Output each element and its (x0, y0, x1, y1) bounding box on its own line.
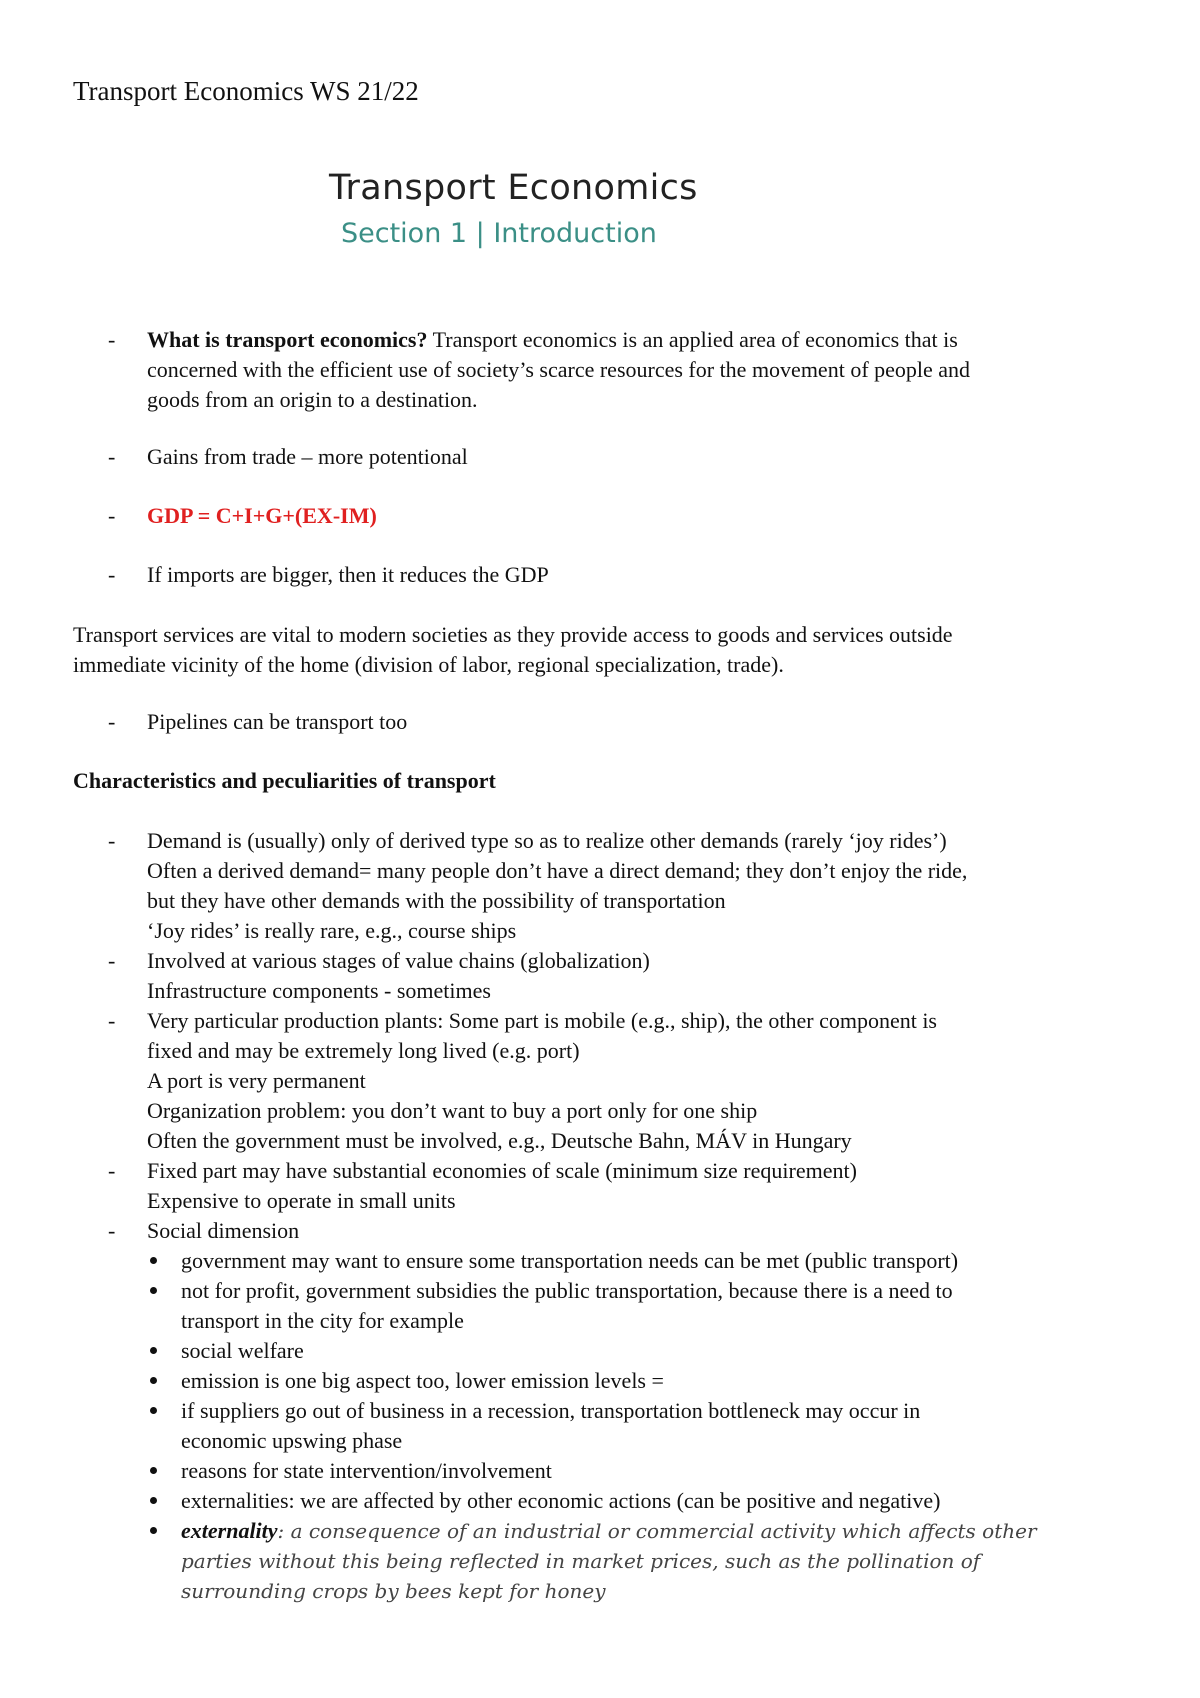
question-text: Transport economics is an applied area of economics that is (432, 327, 958, 352)
slide-subtitle: Section 1 | Introduction (341, 218, 657, 249)
list-dash: - (108, 444, 116, 469)
section-heading: Characteristics and peculiarities of transport (73, 768, 496, 793)
list-item: Very particular production plants: Some part is mobile (e.g., ship), the other component is (147, 1008, 937, 1033)
list-dash: - (108, 562, 116, 587)
sub-list-item: externalities: we are affected by other economic actions (can be positive and negative) (181, 1488, 941, 1513)
externality-term: externality (181, 1518, 278, 1543)
sub-list-item: emission is one big aspect too, lower emission levels = (181, 1368, 664, 1393)
gdp-formula: GDP = C+I+G+(EX-IM) (147, 503, 377, 528)
definition-line (147, 325, 958, 355)
list-item: Social dimension (147, 1218, 300, 1243)
document-title: Transport Economics WS 21/22 (73, 76, 419, 106)
slide-title: Transport Economics (329, 168, 698, 208)
bullet-icon (150, 1257, 157, 1264)
list-item-cont: but they have other demands with the possibility of transportation (147, 888, 726, 913)
list-dash: - (108, 828, 116, 853)
list-item-cont: A port is very permanent (147, 1068, 366, 1093)
bullet-icon (150, 1497, 157, 1504)
list-item-cont: Organization problem: you don’t want to buy a port only for one ship (147, 1098, 758, 1123)
externality-definition-cont: parties without this being reflected in market prices, such as the pollination of (181, 1549, 981, 1573)
list-item: Gains from trade – more potentional (147, 444, 468, 469)
paragraph-line: Transport services are vital to modern societies as they provide access to goods and services outside (73, 622, 953, 647)
list-item-cont: ‘Joy rides’ is really rare, e.g., course ships (147, 918, 517, 943)
list-dash: - (108, 503, 116, 528)
list-dash: - (108, 1008, 116, 1033)
list-item: Involved at various stages of value chains (globalization) (147, 948, 650, 973)
list-item-cont: Infrastructure components - sometimes (147, 978, 491, 1003)
bullet-icon (150, 1377, 157, 1384)
list-item-cont: fixed and may be extremely long lived (e.g. port) (147, 1038, 580, 1063)
externality-definition (181, 1516, 1037, 1546)
sub-list-item: reasons for state intervention/involvement (181, 1458, 552, 1483)
list-dash: - (108, 1158, 116, 1183)
externality-definition-text: : a consequence of an industrial or commercial activity which affects other (277, 1519, 1037, 1543)
bullet-icon (150, 1287, 157, 1294)
sub-list-item: government may want to ensure some transportation needs can be met (public transport) (181, 1248, 959, 1273)
sub-list-item: social welfare (181, 1338, 304, 1363)
bullet-icon (150, 1467, 157, 1474)
list-item-cont: Often the government must be involved, e.g., Deutsche Bahn, MÁV in Hungary (147, 1128, 852, 1153)
list-item-cont: Often a derived demand= many people don’t have a direct demand; they don’t enjoy the ride, (147, 858, 968, 883)
definition-line: goods from an origin to a destination. (147, 387, 478, 412)
sub-list-item: not for profit, government subsidies the public transportation, because there is a need to (181, 1278, 953, 1303)
list-dash: - (108, 327, 116, 352)
list-item-cont: Expensive to operate in small units (147, 1188, 456, 1213)
externality-definition-cont: surrounding crops by bees kept for honey (181, 1579, 606, 1603)
question-label: What is transport economics? (147, 327, 428, 352)
list-dash: - (108, 709, 116, 734)
list-item: If imports are bigger, then it reduces the GDP (147, 562, 549, 587)
definition-line: concerned with the efficient use of society’s scarce resources for the movement of people and (147, 357, 971, 382)
sub-list-item: if suppliers go out of business in a recession, transportation bottleneck may occur in (181, 1398, 921, 1423)
sub-list-item-cont: transport in the city for example (181, 1308, 464, 1333)
bullet-icon (150, 1407, 157, 1414)
list-dash: - (108, 1218, 116, 1243)
paragraph-line: immediate vicinity of the home (division of labor, regional specialization, trade). (73, 652, 784, 677)
sub-list-item-cont: economic upswing phase (181, 1428, 403, 1453)
list-item: Demand is (usually) only of derived type so as to realize other demands (rarely ‘joy rides’) (147, 828, 947, 853)
list-item: Pipelines can be transport too (147, 709, 408, 734)
list-item: Fixed part may have substantial economies of scale (minimum size requirement) (147, 1158, 857, 1183)
bullet-icon (150, 1527, 157, 1534)
list-dash: - (108, 948, 116, 973)
bullet-icon (150, 1347, 157, 1354)
